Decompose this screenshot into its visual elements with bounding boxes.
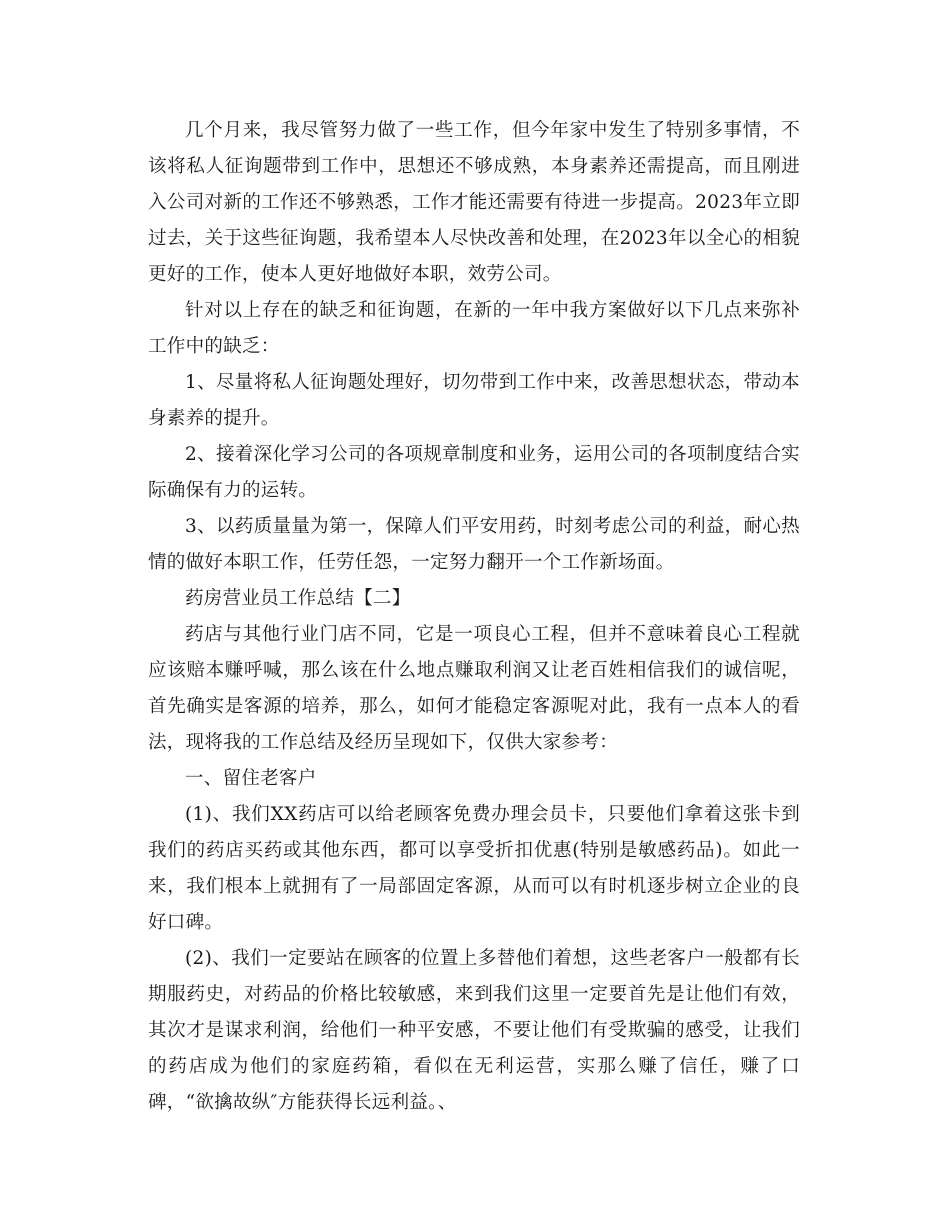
list-item-2: 2、接着深化学习公司的各项规章制度和业务，运用公司的各项制度结合实际确保有力的运转。: [148, 444, 800, 501]
list-item-1: 1、尽量将私人征询题处理好，切勿带到工作中来，改善思想状态，带动本身素养的提升。: [148, 372, 800, 429]
section-heading-two: 药房营业员工作总结【二】: [185, 588, 411, 609]
document-body: [148, 113, 800, 1121]
list-item-membership-card: (1)、我们XX药店可以给老顾客免费办理会员卡，只要他们拿着这张卡到我们的药店买药或其他东西，都可以享受折扣优惠(特别是敏感药品)。如此一来，我们根本上就拥有了一局部固定客源，从而可以有时机逐步树立企业的良好口碑。: [148, 804, 800, 933]
paragraph-self-review: 几个月来，我尽管努力做了一些工作，但今年家中发生了特别多事情，不该将私人征询题带到工作中，思想还不够成熟，本身素养还需提高，而且刚进入公司对新的工作还不够熟悉，工作才能还需要有待进一步提高。2023年立即过去，关于这些征询题，我希望本人尽快改善和处理，在2023年以全心的相貌更好的工作，使本人更好地做好本职，效劳公司。: [148, 120, 800, 285]
paragraph-pharmacy-intro: 药店与其他行业门店不同，它是一项良心工程，但并不意味着良心工程就应该赔本赚呼喊，那么该在什么地点赚取利润又让老百姓相信我们的诚信呢，首先确实是客源的培养，那么，如何才能稳定客源呢对此，我有一点本人的看法，现将我的工作总结及经历呈现如下，仅供大家参考：: [148, 624, 800, 753]
list-item-3: 3、以药质量量为第一，保障人们平安用药，时刻考虑公司的利益，耐心热情的做好本职工作，任劳任怨，一定努力翻开一个工作新场面。: [148, 516, 800, 573]
paragraph-improvement-intro: 针对以上存在的缺乏和征询题，在新的一年中我方案做好以下几点来弥补工作中的缺乏：: [148, 300, 800, 357]
list-item-customer-care: (2)、我们一定要站在顾客的位置上多替他们着想，这些老客户一般都有长期服药史，对药品的价格比较敏感，来到我们这里一定要首先是让他们有效，其次才是谋求利润，给他们一种平安感，不要让他们有受欺骗的感受，让我们的药店成为他们的家庭药箱，看似在无利运营，实那么赚了信任，赚了口碑，“欲擒故纵″方能获得长远利益。、: [148, 948, 800, 1113]
subheading-retain-customers: 一、留住老客户: [185, 768, 317, 789]
